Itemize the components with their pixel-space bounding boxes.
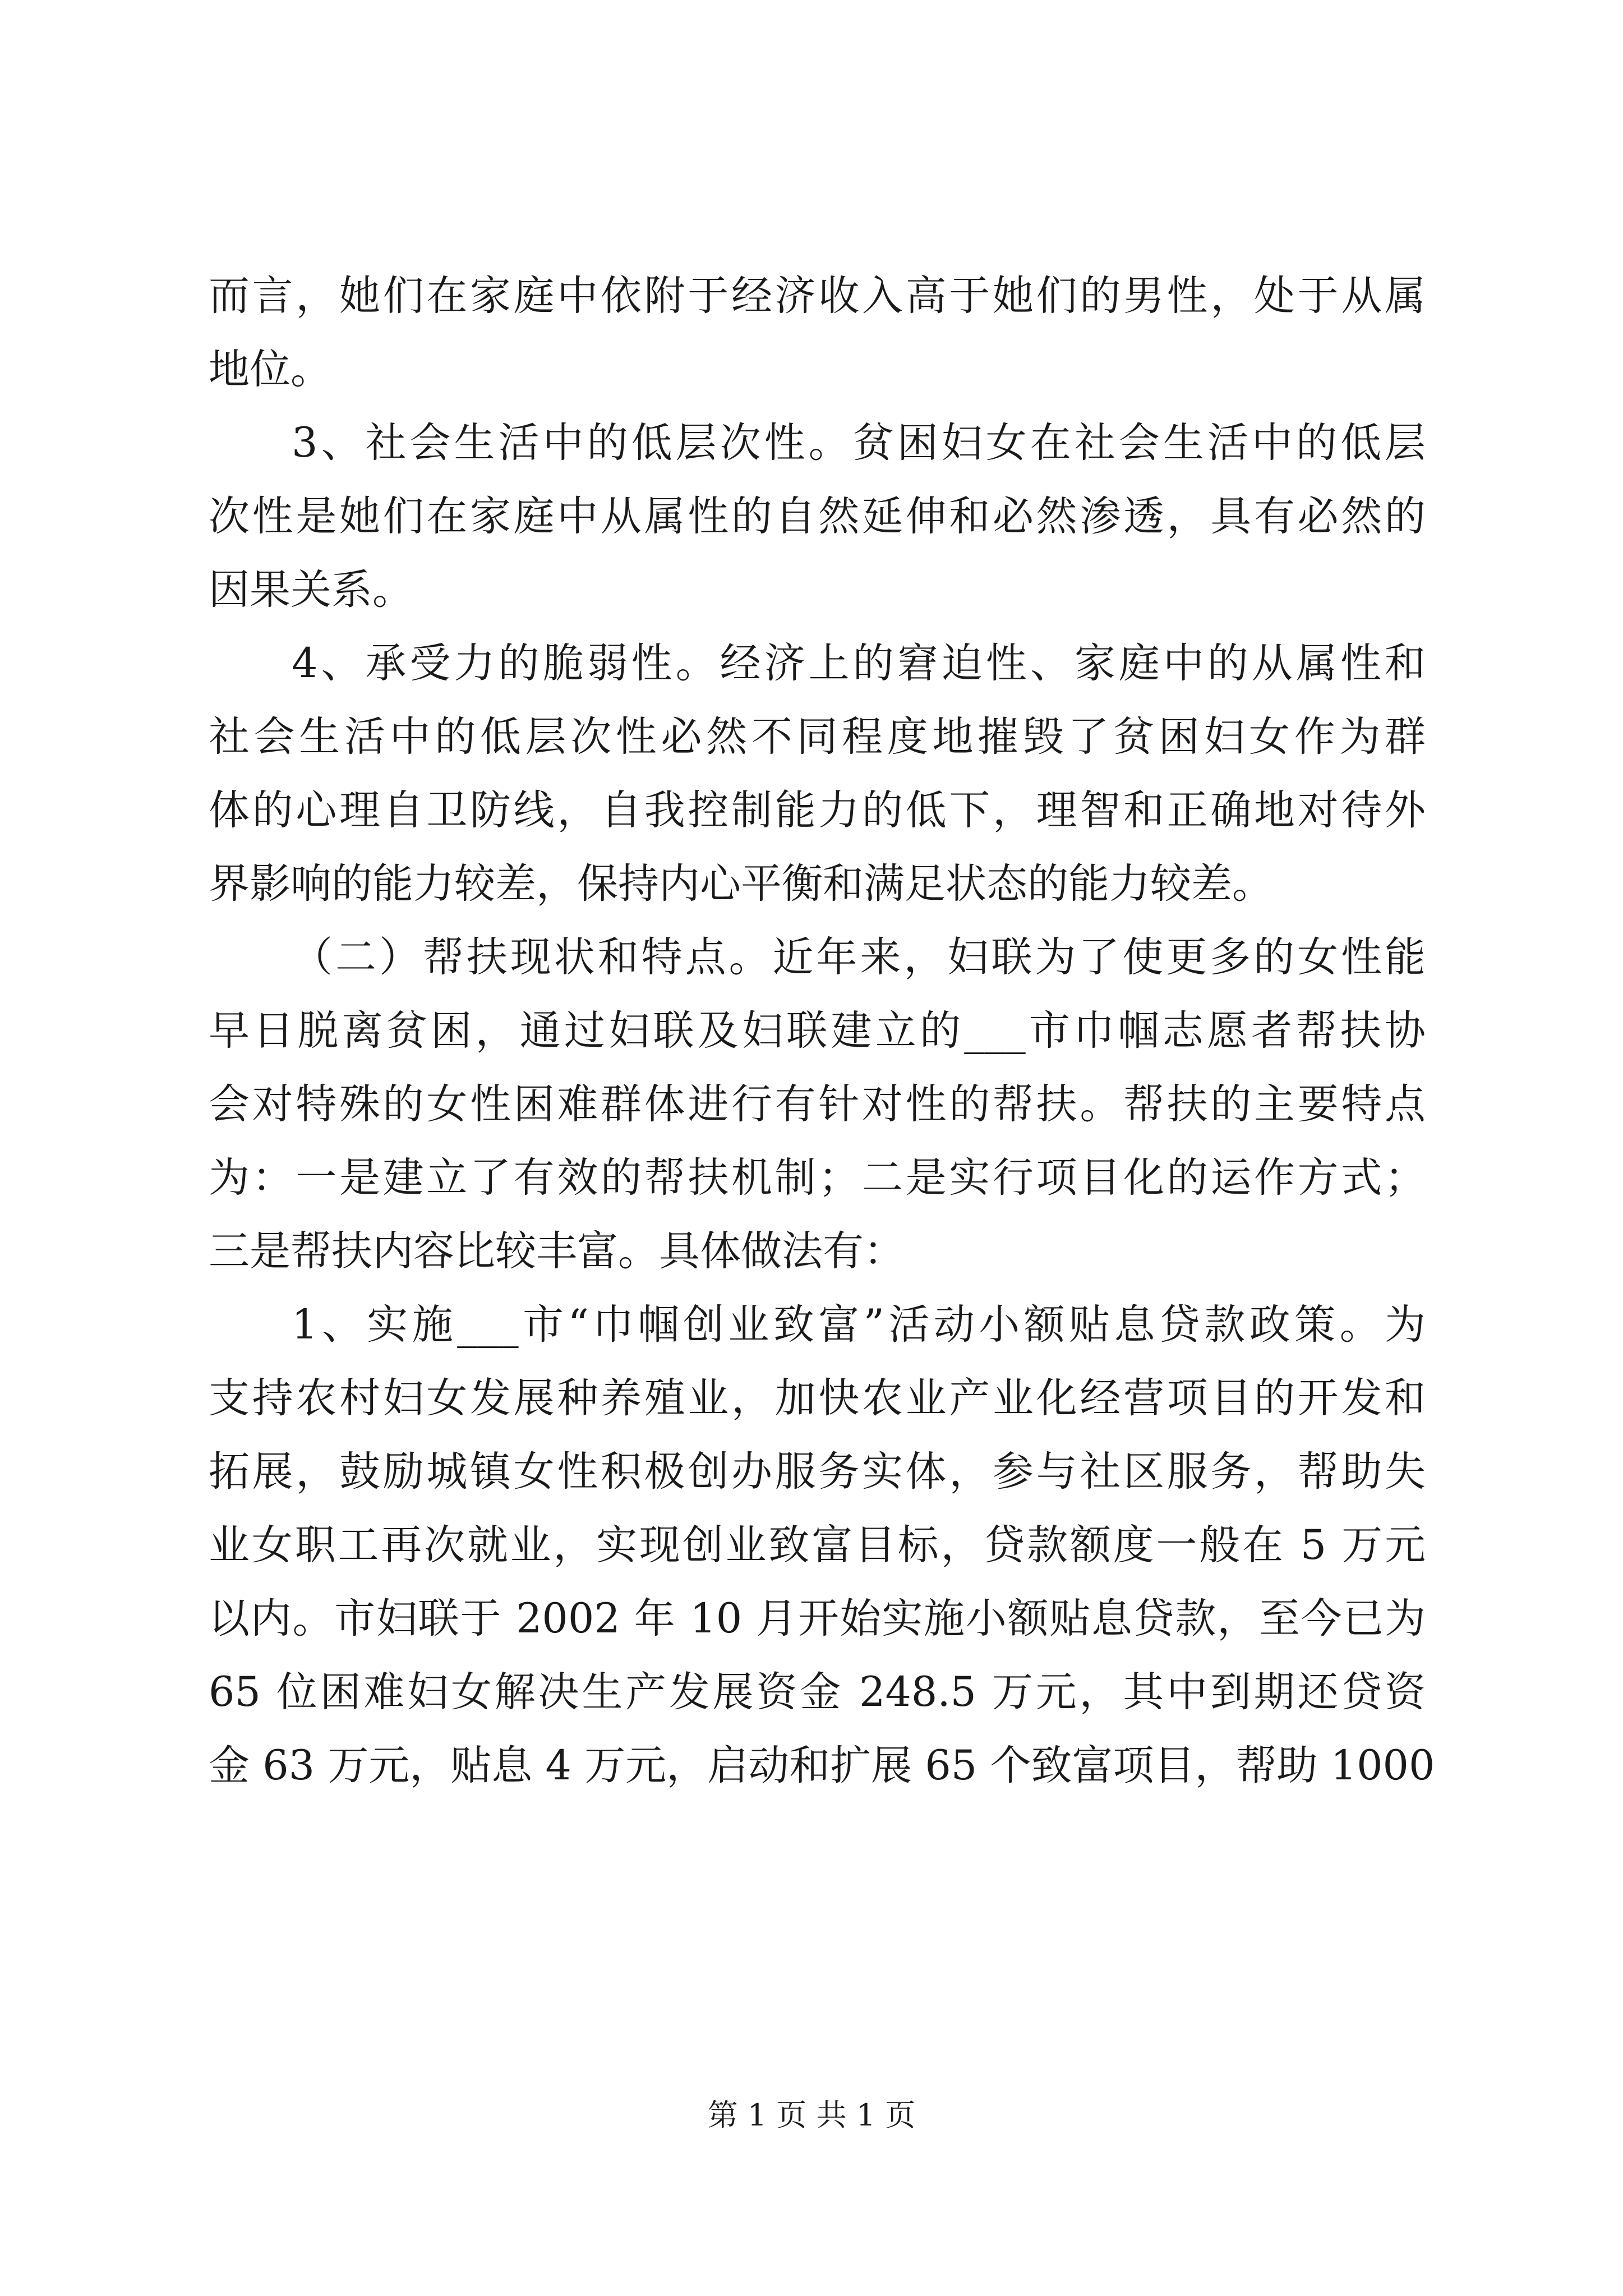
text-line: 次性是她们在家庭中从属性的自然延伸和必然渗透，具有必然的: [209, 493, 1426, 540]
text-line: 因果关系。: [209, 566, 413, 614]
text-line: 4、承受力的脆弱性。经济上的窘迫性、家庭中的从属性和: [292, 639, 1426, 687]
text-line: 3、社会生活中的低层次性。贫困妇女在社会生活中的低层: [292, 419, 1426, 467]
text-line: 1、实施___市“巾帼创业致富”活动小额贴息贷款政策。为: [292, 1301, 1426, 1349]
page-footer: 第 1 页 共 1 页: [707, 2097, 916, 2133]
text-line: 地位。: [209, 346, 331, 393]
text-line: 金 63 万元，贴息 4 万元，启动和扩展 65 个致富项目，帮助 1000: [209, 1742, 1435, 1789]
text-line: 业女职工再次就业，实现创业致富目标，贷款额度一般在 5 万元: [209, 1521, 1426, 1569]
text-line: 以内。市妇联于 2002 年 10 月开始实施小额贴息贷款，至今已为: [209, 1595, 1426, 1642]
text-line: 三是帮扶内容比较丰富。具体做法有：: [209, 1227, 905, 1275]
text-line: 社会生活中的低层次性必然不同程度地摧毁了贫困妇女作为群: [209, 713, 1426, 761]
text-line: 体的心理自卫防线，自我控制能力的低下，理智和正确地对待外: [209, 786, 1426, 834]
text-line: 早日脱离贫困，通过妇联及妇联建立的___市巾帼志愿者帮扶协: [209, 1007, 1426, 1055]
text-line: 界影响的能力较差，保持内心平衡和满足状态的能力较差。: [209, 860, 1273, 908]
body-text: [209, 259, 1435, 1802]
text-line: 为：一是建立了有效的帮扶机制；二是实行项目化的运作方式；: [209, 1154, 1426, 1202]
text-line: 65 位困难妇女解决生产发展资金 248.5 万元，其中到期还贷资: [209, 1668, 1426, 1716]
text-line: 会对特殊的女性困难群体进行有针对性的帮扶。帮扶的主要特点: [209, 1080, 1426, 1128]
text-line: 拓展，鼓励城镇女性积极创办服务实体，参与社区服务，帮助失: [209, 1448, 1426, 1496]
text-line: （二）帮扶现状和特点。近年来，妇联为了使更多的女性能: [292, 933, 1426, 981]
text-line: 而言，她们在家庭中依附于经济收入高于她们的男性，处于从属: [209, 272, 1426, 320]
text-line: 支持农村妇女发展种养殖业，加快农业产业化经营项目的开发和: [209, 1374, 1426, 1422]
